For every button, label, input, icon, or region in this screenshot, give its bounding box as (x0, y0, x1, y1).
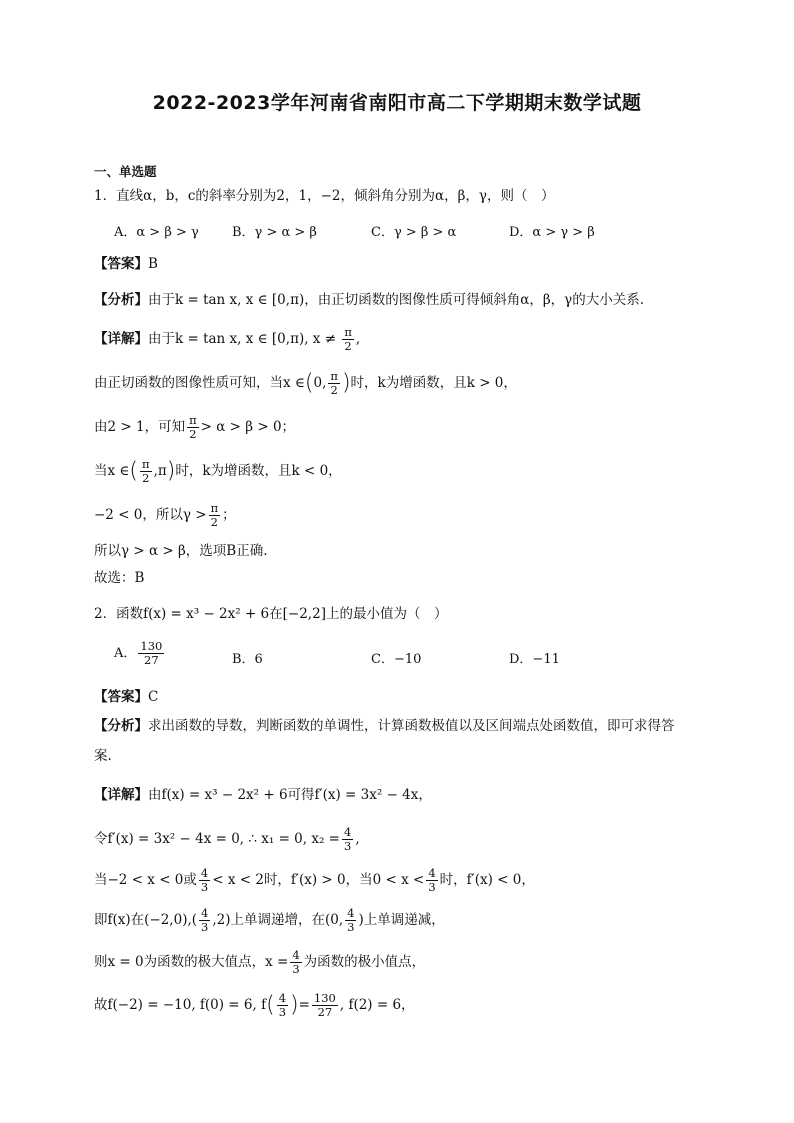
fraction: $\frac{4}{3}$ (428, 866, 436, 894)
q1-answer-value: B (148, 256, 158, 272)
q2-stem: 2．函数f(x) = x³ − 2x² + 6在[−2,2]上的最小值为（ ） (94, 606, 448, 622)
q2-analysis-line-1: 【分析】求出函数的导数，判断函数的单调性，计算函数极值以及区间端点处函数值，即可求得答 (94, 718, 675, 734)
q2-option-a: A． $\frac{130}{27}$ (114, 639, 163, 667)
fraction: $\frac{4}{3}$ (278, 991, 287, 1019)
q2-detail-line-3: 当−2 < x < 0或 $\frac{4}{3}$ < x < 2时，f′(x) > 0，当0 < x < $\frac{4}{3}$ 时，f′(x) < 0， (94, 866, 535, 894)
fraction: $\frac{4}{3}$ (292, 948, 300, 976)
fraction: $\frac{130}{27}$ (313, 991, 336, 1019)
q2-detail-line-2: 令f′(x) = 3x² − 4x = 0, ∴ x₁ = 0, x₂ = $\frac{4}{3}$ , (94, 825, 360, 853)
q1-stem: 1．直线α，b，c的斜率分别为2，1，−2，倾斜角分别为α，β，γ，则（ ） (94, 188, 555, 204)
q2-option-b: B．6 (232, 652, 263, 667)
detail-tag: 【详解】 (94, 331, 148, 347)
fraction: $\frac{\pi}{2}$ (210, 501, 219, 529)
q1-detail-line-1: 【详解】由于k = tan x, x ∈ [0,π), x ≠ $\frac{\pi}{2}$ , (94, 325, 361, 353)
fraction: $\frac{4}{3}$ (347, 906, 355, 934)
q1-option-d: D．α > γ > β (509, 225, 595, 240)
q2-answer-line (94, 687, 158, 707)
fraction: $\frac{\pi}{2}$ (330, 369, 338, 397)
q2-detail-line-1: 【详解】由f(x) = x³ − 2x² + 6可得f′(x) = 3x² − 4x， (94, 787, 432, 803)
analysis-tag: 【分析】 (94, 292, 148, 308)
q2-analysis-line-2: 案. (94, 748, 112, 764)
fraction: $\frac{\pi}{2}$ (344, 325, 352, 353)
section-heading: 一、单选题 (94, 164, 157, 179)
fraction: $\frac{\pi}{2}$ (142, 457, 150, 485)
fraction: $\frac{4}{3}$ (343, 825, 352, 853)
q1-option-b: B．γ > α > β (232, 225, 317, 240)
q1-detail-line-4: 当x ∈( $\frac{\pi}{2}$ ,π)时，k为增函数，且k < 0， (94, 457, 342, 485)
q2-option-c: C．−10 (371, 652, 422, 667)
q2-detail-line-6: 故f(−2) = −10, f(0) = 6, f( $\frac{4}{3}$ )= $\frac{130}{27}$ , f(2) = 6， (94, 991, 415, 1019)
q1-answer-line (94, 254, 158, 274)
fraction: $\frac{4}{3}$ (201, 906, 209, 934)
q1-analysis-line (94, 290, 644, 310)
fraction: $\frac{4}{3}$ (200, 866, 209, 894)
fraction: $\frac{130}{27}$ (140, 639, 163, 667)
q1-option-a: A．α > β > γ (114, 225, 199, 240)
fraction: $\frac{\pi}{2}$ (189, 413, 197, 441)
q1-option-c: C．γ > β > α (371, 225, 457, 240)
q2-detail-line-5: 则x = 0为函数的极大值点，x = $\frac{4}{3}$ 为函数的极小值点， (94, 948, 426, 976)
detail-tag: 【详解】 (94, 787, 148, 803)
q1-detail-line-7: 故选：B (94, 570, 145, 586)
q2-detail-line-4: 即f(x)在(−2,0),( $\frac{4}{3}$ ,2)上单调递增，在(0, $\frac{4}{3}$ )上单调递减， (94, 906, 445, 934)
q1-analysis-text: 由于k = tan x, x ∈ [0,π)，由正切函数的图像性质可得倾斜角α，β，γ的大小关系. (148, 292, 644, 308)
q2-option-d: D．−11 (509, 652, 560, 667)
q1-detail-line-5: −2 < 0，所以γ > $\frac{\pi}{2}$ ； (94, 501, 236, 529)
q1-detail-line-3: 由2 > 1，可知 $\frac{\pi}{2}$ > α > β > 0； (94, 413, 296, 441)
page-title: 2022-2023学年河南省南阳市高二下学期期末数学试题 (152, 92, 642, 114)
answer-tag: 【答案】 (94, 256, 148, 272)
answer-tag: 【答案】 (94, 689, 148, 705)
q1-detail-line-2: 由正切函数的图像性质可知，当x ∈(0, $\frac{\pi}{2}$ )时，k为增函数，且k > 0， (94, 369, 517, 397)
analysis-tag: 【分析】 (94, 718, 148, 734)
q1-detail-line-6: 所以γ > α > β，选项B正确. (94, 543, 268, 559)
q2-answer-value: C (148, 689, 159, 705)
